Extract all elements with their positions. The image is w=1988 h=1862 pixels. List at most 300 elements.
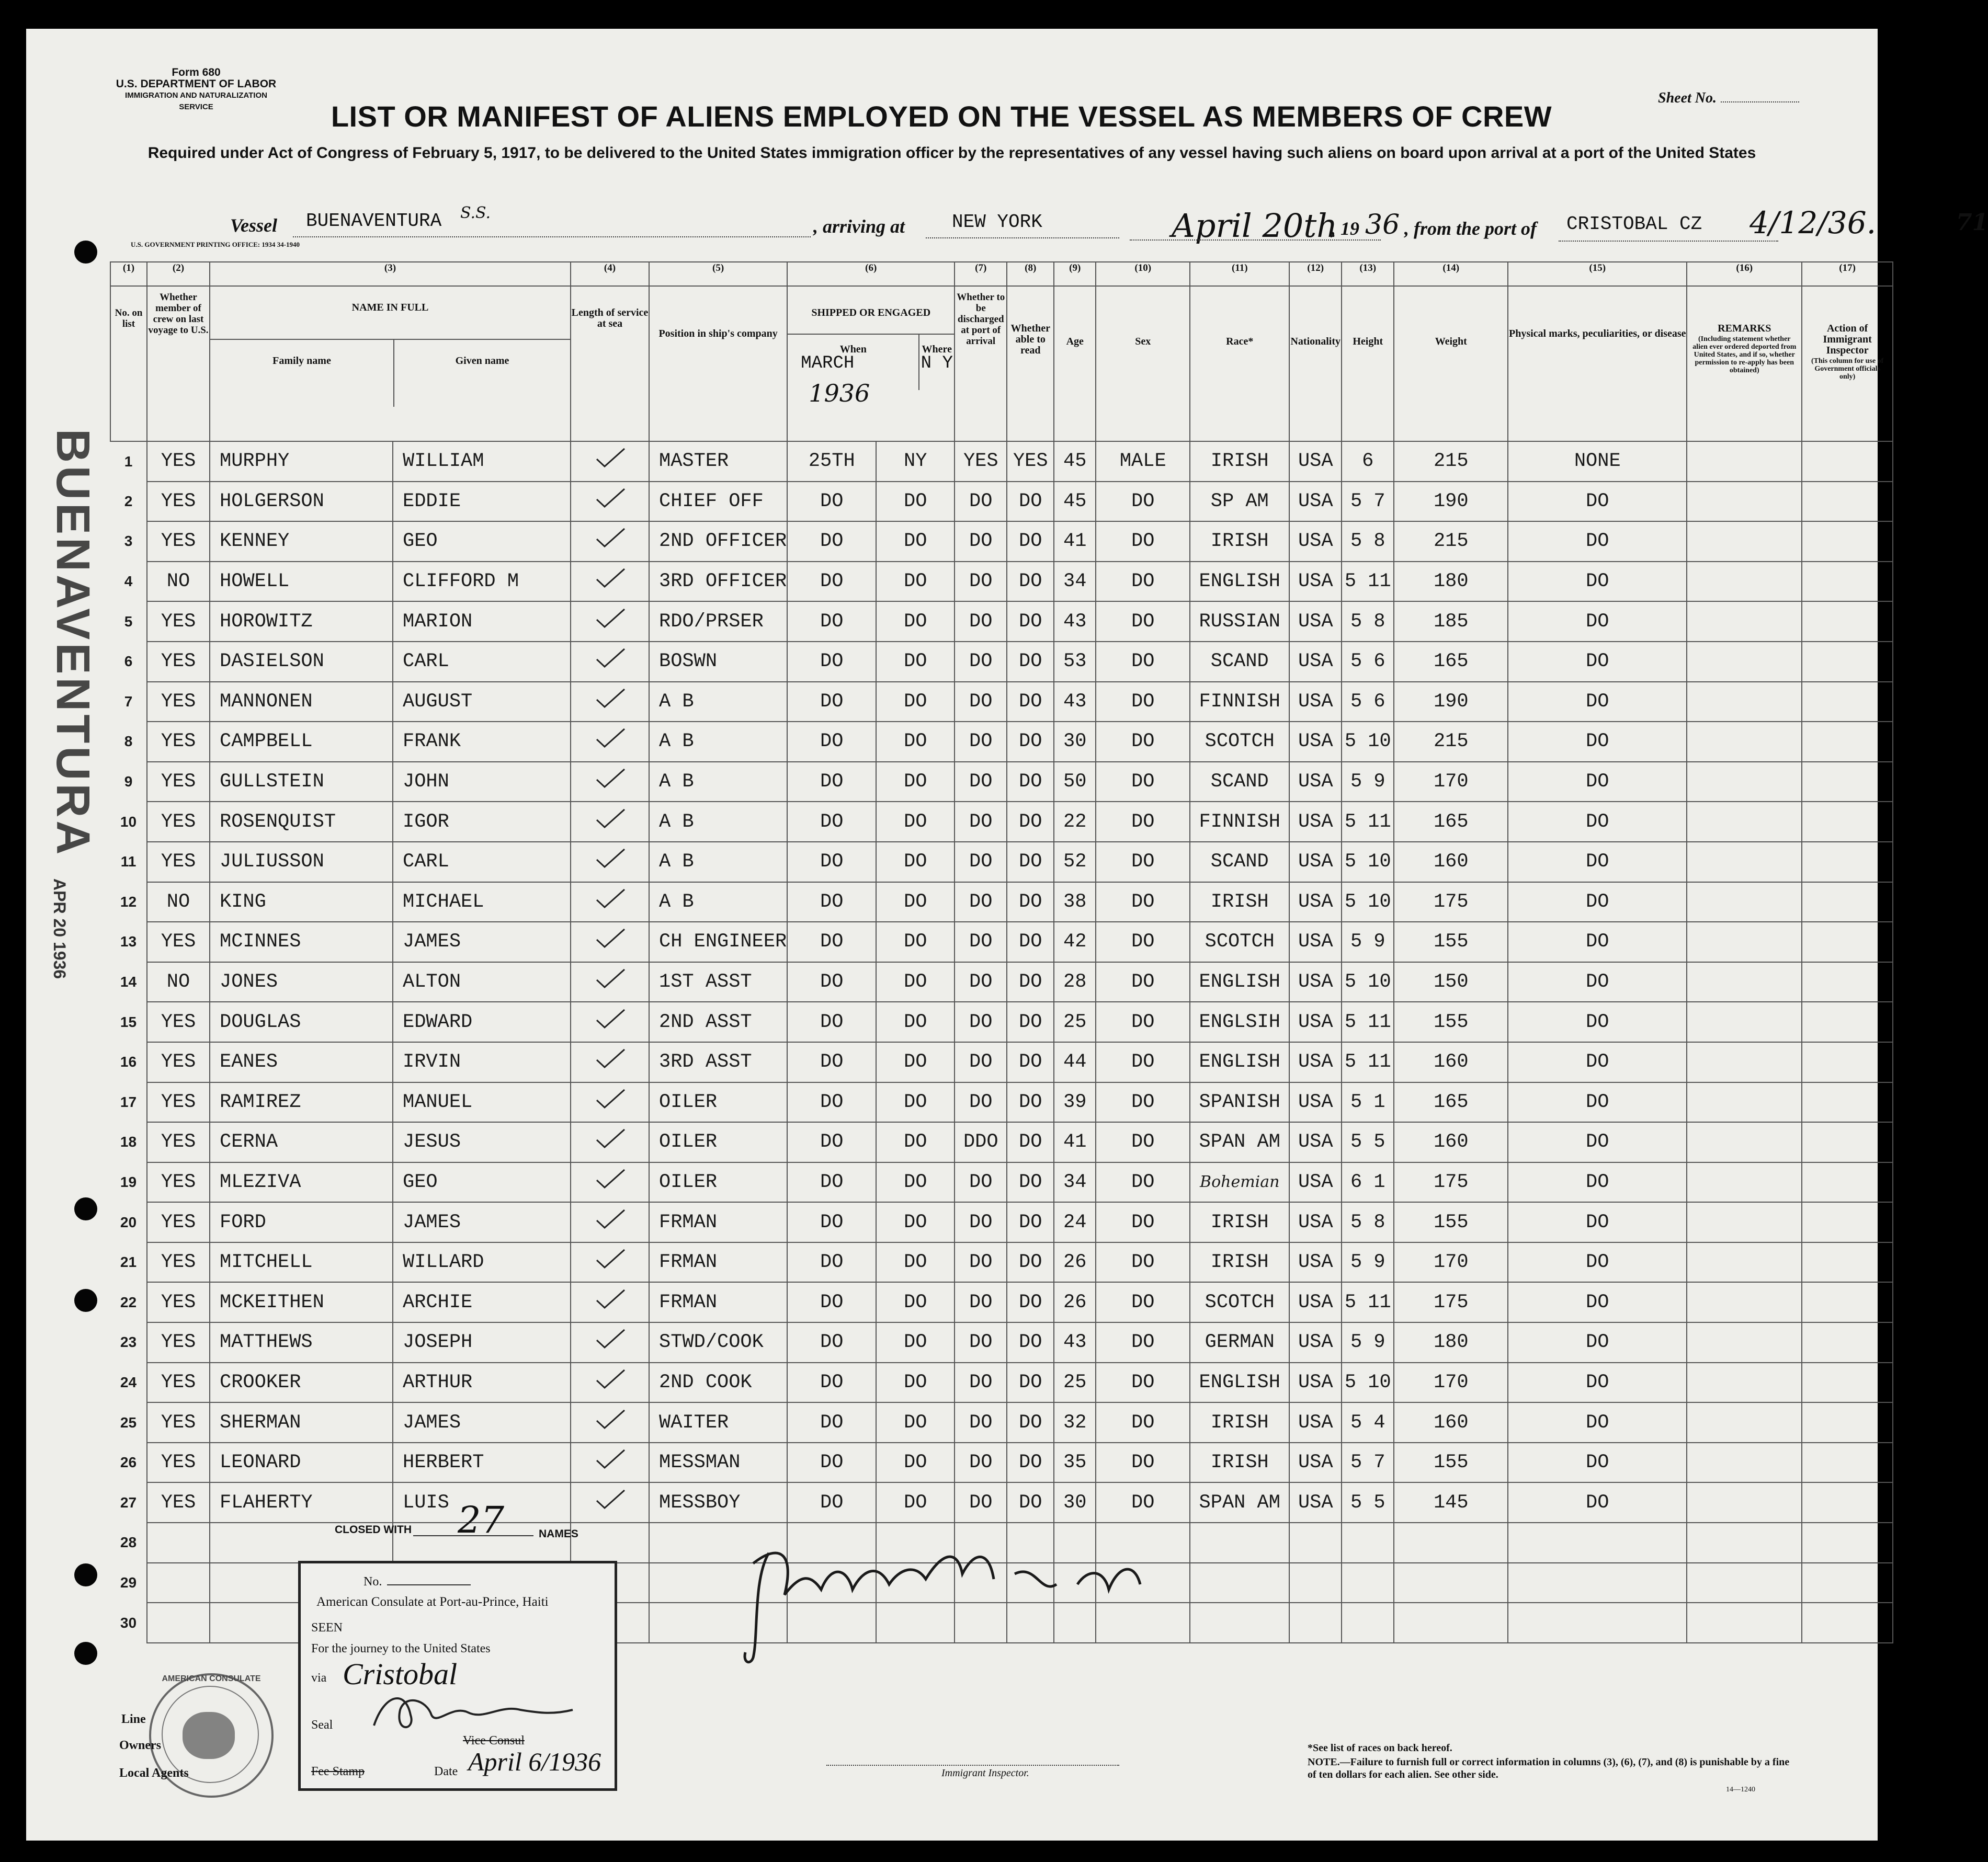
physical-marks-cell: DO (1508, 1162, 1687, 1203)
discharged-cell: DO (955, 1162, 1007, 1203)
row-number: 6 (124, 653, 133, 670)
row-number: 24 (120, 1374, 137, 1390)
sex-cell: DO (1096, 1242, 1190, 1283)
table-row (110, 482, 1893, 522)
action-cell (1802, 882, 1893, 922)
checkmark-icon (594, 648, 626, 669)
service-check-cell (571, 882, 649, 922)
position-cell: A B (649, 722, 787, 762)
given-name-cell: JOHN (393, 762, 571, 802)
height-cell: 5 1 (1342, 1082, 1394, 1123)
col-num: (16) (1687, 262, 1802, 286)
col-num: (8) (1007, 262, 1054, 286)
remarks-cell (1687, 1082, 1802, 1123)
nationality-cell: USA (1289, 1363, 1342, 1403)
action-cell (1802, 1122, 1893, 1162)
last-voyage-cell: YES (147, 642, 210, 682)
row-number: 30 (120, 1614, 137, 1631)
nationality-cell: USA (1289, 1122, 1342, 1162)
stamp-via-value: Cristobal (343, 1657, 458, 1691)
from-port-label: , from the port of (1404, 218, 1537, 239)
row-number: 17 (120, 1093, 137, 1110)
position-cell: FRMAN (649, 1282, 787, 1322)
last-voyage-cell: YES (147, 1322, 210, 1363)
physical-marks-cell (1508, 1603, 1687, 1643)
service-check-cell (571, 1443, 649, 1483)
nationality-cell (1289, 1523, 1342, 1563)
checkmark-icon (594, 1009, 626, 1030)
discharged-cell: YES (955, 441, 1007, 482)
shipped-when-cell: DO (787, 1482, 876, 1523)
service-check-cell (571, 722, 649, 762)
age-cell: 53 (1054, 642, 1096, 682)
weight-cell: 170 (1394, 762, 1508, 802)
discharged-cell: DO (955, 1002, 1007, 1042)
height-cell: 5 11 (1342, 562, 1394, 602)
service-check-cell (571, 1282, 649, 1322)
checkmark-icon (594, 688, 626, 709)
shipped-where-cell: DO (876, 1082, 955, 1123)
shipped-label: SHIPPED OR ENGAGED (788, 287, 954, 335)
last-voyage-cell: YES (147, 842, 210, 882)
action-cell (1802, 1082, 1893, 1123)
row-number: 23 (120, 1334, 137, 1351)
height-cell: 5 10 (1342, 842, 1394, 882)
race-cell: ENGLSIH (1190, 1002, 1289, 1042)
given-name-cell: WILLIAM (393, 441, 571, 482)
names-label: NAMES (539, 1528, 578, 1540)
table-row (110, 1242, 1893, 1283)
weight-cell: 215 (1394, 441, 1508, 482)
height-cell: 5 11 (1342, 1002, 1394, 1042)
checkmark-icon (594, 528, 626, 549)
nationality-cell: USA (1289, 962, 1342, 1002)
header-no-on-list: No. on list (110, 286, 147, 441)
shipped-where-cell: DO (876, 682, 955, 722)
stamp-consulate: American Consulate at Port-au-Prince, Haiti (316, 1595, 549, 1609)
remarks-cell (1687, 842, 1802, 882)
weight-cell: 160 (1394, 842, 1508, 882)
height-cell (1342, 1603, 1394, 1643)
last-voyage-cell: YES (147, 762, 210, 802)
position-cell: 3RD OFFICER (649, 562, 787, 602)
physical-marks-cell: DO (1508, 1443, 1687, 1483)
position-cell: CHIEF OFF (649, 482, 787, 522)
checkmark-icon (594, 1369, 626, 1390)
nationality-cell: USA (1289, 682, 1342, 722)
able-to-read-cell: DO (1007, 682, 1054, 722)
last-voyage-cell (147, 1523, 210, 1563)
family-name-cell: CAMPBELL (210, 722, 393, 762)
shipped-when-cell: DO (787, 482, 876, 522)
sex-cell: DO (1096, 1443, 1190, 1483)
remarks-cell (1687, 802, 1802, 842)
discharged-cell: DO (955, 1082, 1007, 1123)
nationality-cell: USA (1289, 1443, 1342, 1483)
given-name-cell: MANUEL (393, 1082, 571, 1123)
checkmark-icon (594, 1489, 626, 1510)
remarks-cell (1687, 722, 1802, 762)
service-check-cell (571, 1523, 649, 1563)
weight-cell: 175 (1394, 1282, 1508, 1322)
shipped-where-cell: DO (876, 1282, 955, 1322)
family-name-cell: MCINNES (210, 922, 393, 962)
position-cell: A B (649, 762, 787, 802)
action-cell (1802, 802, 1893, 842)
checkmark-icon (594, 1249, 626, 1270)
physical-marks-cell: DO (1508, 882, 1687, 922)
given-name-cell: CARL (393, 642, 571, 682)
inspector-signature (722, 1532, 1192, 1668)
shipped-where-cell: DO (876, 1242, 955, 1283)
discharged-cell: DO (955, 1363, 1007, 1403)
last-voyage-cell: YES (147, 1242, 210, 1283)
action-cell (1802, 1322, 1893, 1363)
sex-cell: DO (1096, 1322, 1190, 1363)
last-voyage-cell: YES (147, 802, 210, 842)
col-num: (1) (110, 262, 147, 286)
table-row (110, 722, 1893, 762)
able-to-read-cell: DO (1007, 601, 1054, 642)
shipped-where-cell: DO (876, 562, 955, 602)
shipped-where-cell: DO (876, 962, 955, 1002)
discharged-cell: DO (955, 1443, 1007, 1483)
remarks-cell (1687, 922, 1802, 962)
given-name-cell: EDDIE (393, 482, 571, 522)
where-value: N Y (921, 353, 953, 373)
discharged-cell: DO (955, 521, 1007, 562)
remarks-cell (1687, 1322, 1802, 1363)
shipped-where-cell: DO (876, 601, 955, 642)
department: U.S. DEPARTMENT OF LABOR (116, 78, 277, 90)
shipped-where-cell: DO (876, 722, 955, 762)
sex-cell: DO (1096, 1002, 1190, 1042)
service-check-cell (571, 842, 649, 882)
table-row (110, 842, 1893, 882)
age-cell: 30 (1054, 1482, 1096, 1523)
last-voyage-cell (147, 1603, 210, 1643)
row-number: 19 (120, 1173, 137, 1190)
stamp-date-value: April 6/1936 (468, 1747, 601, 1776)
height-cell: 5 5 (1342, 1122, 1394, 1162)
nationality-cell: USA (1289, 722, 1342, 762)
shipped-where-cell: DO (876, 922, 955, 962)
position-cell: MASTER (649, 441, 787, 482)
weight-cell: 155 (1394, 922, 1508, 962)
shipped-where-cell: DO (876, 1322, 955, 1363)
sex-cell: DO (1096, 1122, 1190, 1162)
shipped-where-cell: DO (876, 1482, 955, 1523)
race-cell: Bohemian (1190, 1162, 1289, 1203)
discharged-cell: DO (955, 682, 1007, 722)
shipped-when-cell: DO (787, 1363, 876, 1403)
shipped-when-cell: DO (787, 1122, 876, 1162)
header-race: Race* (1190, 286, 1289, 441)
shipped-when-cell: DO (787, 1082, 876, 1123)
race-cell: FINNISH (1190, 682, 1289, 722)
service-check-cell (571, 1242, 649, 1283)
table-row (110, 962, 1893, 1002)
table-row (110, 1122, 1893, 1162)
shipped-when-cell: DO (787, 601, 876, 642)
footer-race-note: *See list of races on back hereof. (1308, 1742, 1452, 1754)
weight-cell: 155 (1394, 1443, 1508, 1483)
form-number: Form 680 (172, 66, 221, 78)
row-number: 5 (124, 613, 133, 630)
height-cell: 5 11 (1342, 1042, 1394, 1082)
last-voyage-cell: NO (147, 882, 210, 922)
remarks-cell (1687, 562, 1802, 602)
able-to-read-cell: DO (1007, 1122, 1054, 1162)
remarks-cell (1687, 521, 1802, 562)
sex-cell: DO (1096, 802, 1190, 842)
shipped-where-cell: DO (876, 642, 955, 682)
position-cell: OILER (649, 1162, 787, 1203)
header-remarks (1687, 286, 1802, 441)
sheet-number-label: Sheet No. (1658, 90, 1799, 107)
physical-marks-cell: DO (1508, 562, 1687, 602)
nationality-cell: USA (1289, 1042, 1342, 1082)
age-cell: 34 (1054, 562, 1096, 602)
action-cell (1802, 682, 1893, 722)
family-name-cell: HOLGERSON (210, 482, 393, 522)
race-cell: SCOTCH (1190, 722, 1289, 762)
service-check-cell (571, 482, 649, 522)
last-voyage-cell: YES (147, 1402, 210, 1443)
action-cell (1802, 1443, 1893, 1483)
weight-cell: 170 (1394, 1242, 1508, 1283)
able-to-read-cell: DO (1007, 1402, 1054, 1443)
footer-immigrant-inspector: Immigrant Inspector. (941, 1767, 1029, 1779)
age-cell: 34 (1054, 1162, 1096, 1203)
nationality-cell (1289, 1563, 1342, 1603)
service-check-cell (571, 1363, 649, 1403)
last-voyage-cell: YES (147, 922, 210, 962)
sex-cell: DO (1096, 882, 1190, 922)
family-name-cell: ROSENQUIST (210, 802, 393, 842)
race-cell: IRISH (1190, 1402, 1289, 1443)
physical-marks-cell: DO (1508, 1042, 1687, 1082)
table-row (110, 1363, 1893, 1403)
nationality-cell: USA (1289, 1402, 1342, 1443)
weight-cell: 150 (1394, 962, 1508, 1002)
last-voyage-cell: YES (147, 521, 210, 562)
shipped-when-cell: DO (787, 682, 876, 722)
race-cell: SPANISH (1190, 1082, 1289, 1123)
age-cell: 32 (1054, 1402, 1096, 1443)
weight-cell (1394, 1523, 1508, 1563)
physical-marks-cell (1508, 1523, 1687, 1563)
position-cell: BOSWN (649, 642, 787, 682)
table-row (110, 441, 1893, 482)
family-name-cell: JULIUSSON (210, 842, 393, 882)
position-cell: 3RD ASST (649, 1042, 787, 1082)
race-cell: ENGLISH (1190, 1363, 1289, 1403)
family-name-cell: FORD (210, 1202, 393, 1242)
vessel-line (230, 204, 1988, 246)
nationality-cell: USA (1289, 1162, 1342, 1203)
footer-note: NOTE.—Failure to furnish full or correct information in columns (3), (6), (7), and (8) is punishable by a fine of ten dollars for each alien. See other side. (1308, 1756, 1790, 1780)
action-cell (1802, 1563, 1893, 1603)
weight-cell: 160 (1394, 1042, 1508, 1082)
physical-marks-cell: NONE (1508, 441, 1687, 482)
position-cell: FRMAN (649, 1202, 787, 1242)
discharged-cell: DO (955, 962, 1007, 1002)
physical-marks-cell: DO (1508, 802, 1687, 842)
physical-marks-cell: DO (1508, 962, 1687, 1002)
page-title: LIST OR MANIFEST OF ALIENS EMPLOYED ON THE VESSEL AS MEMBERS OF CREW (331, 100, 1552, 133)
shipped-when-cell: DO (787, 882, 876, 922)
height-cell: 5 9 (1342, 762, 1394, 802)
action-cell (1802, 1242, 1893, 1283)
col-num: (7) (955, 262, 1007, 286)
family-name-cell: KING (210, 882, 393, 922)
row-number: 10 (120, 813, 137, 830)
physical-marks-cell: DO (1508, 1082, 1687, 1123)
last-voyage-cell: YES (147, 1122, 210, 1162)
physical-marks-cell: DO (1508, 521, 1687, 562)
height-cell: 5 11 (1342, 802, 1394, 842)
race-cell: IRISH (1190, 1202, 1289, 1242)
last-voyage-cell: YES (147, 1082, 210, 1123)
stamp-seal: Seal (311, 1718, 333, 1732)
action-cell (1802, 1402, 1893, 1443)
checkmark-icon (594, 968, 626, 989)
height-cell: 5 8 (1342, 1202, 1394, 1242)
punch-hole (74, 1642, 97, 1665)
age-cell: 43 (1054, 601, 1096, 642)
action-cell (1802, 722, 1893, 762)
weight-cell: 215 (1394, 521, 1508, 562)
height-cell: 5 7 (1342, 482, 1394, 522)
nationality-cell: USA (1289, 642, 1342, 682)
row-number: 11 (120, 853, 137, 870)
service-check-cell (571, 1162, 649, 1203)
row-number: 12 (120, 893, 137, 910)
physical-marks-cell: DO (1508, 722, 1687, 762)
physical-marks-cell: DO (1508, 762, 1687, 802)
weight-cell: 155 (1394, 1202, 1508, 1242)
race-cell: IRISH (1190, 521, 1289, 562)
shipped-when-cell: DO (787, 962, 876, 1002)
given-name-cell: GEO (393, 521, 571, 562)
shipped-when-cell: DO (787, 1402, 876, 1443)
shipped-where-cell: DO (876, 1122, 955, 1162)
remarks-cell (1687, 882, 1802, 922)
service-check-cell (571, 562, 649, 602)
given-name-cell: JAMES (393, 922, 571, 962)
family-name-cell: KENNEY (210, 521, 393, 562)
discharged-cell: DO (955, 1282, 1007, 1322)
sex-cell: DO (1096, 562, 1190, 602)
family-name-cell: MITCHELL (210, 1242, 393, 1283)
age-cell: 52 (1054, 842, 1096, 882)
table-row (110, 1162, 1893, 1203)
height-cell: 5 10 (1342, 962, 1394, 1002)
row-number: 16 (120, 1054, 137, 1070)
family-name-cell: MURPHY (210, 441, 393, 482)
row-number: 28 (120, 1534, 137, 1551)
age-cell: 50 (1054, 762, 1096, 802)
physical-marks-cell: DO (1508, 842, 1687, 882)
side-date-stamp: APR 20 1936 (50, 878, 69, 979)
shipped-when-cell: DO (787, 762, 876, 802)
seal-text: AMERICAN CONSULATE (162, 1674, 261, 1683)
shipped-where-cell: DO (876, 1202, 955, 1242)
age-cell: 24 (1054, 1202, 1096, 1242)
race-cell: SPAN AM (1190, 1482, 1289, 1523)
remarks-cell (1687, 1523, 1802, 1563)
row-number: 15 (120, 1013, 137, 1030)
given-name-cell: CLIFFORD M (393, 562, 571, 602)
race-cell (1190, 1523, 1289, 1563)
family-name-cell: GULLSTEIN (210, 762, 393, 802)
discharged-cell: DO (955, 1242, 1007, 1283)
remarks-cell (1687, 682, 1802, 722)
header-sex: Sex (1096, 286, 1190, 441)
last-voyage-cell: YES (147, 601, 210, 642)
able-to-read-cell: DO (1007, 1162, 1054, 1203)
service-check-cell (571, 1122, 649, 1162)
crew-rows (110, 441, 1893, 1643)
row-number: 14 (120, 974, 137, 990)
age-cell: 41 (1054, 521, 1096, 562)
physical-marks-cell: DO (1508, 642, 1687, 682)
service-check-cell (571, 441, 649, 482)
race-cell: IRISH (1190, 1443, 1289, 1483)
remarks-cell (1687, 1002, 1802, 1042)
remarks-cell (1687, 482, 1802, 522)
remarks-cell (1687, 1482, 1802, 1523)
physical-marks-cell: DO (1508, 1122, 1687, 1162)
nationality-cell: USA (1289, 521, 1342, 562)
shipped-where-cell: DO (876, 882, 955, 922)
physical-marks-cell: DO (1508, 922, 1687, 962)
given-name-cell: JAMES (393, 1202, 571, 1242)
checkmark-icon (594, 728, 626, 749)
row-number: 2 (124, 493, 133, 509)
sex-cell: DO (1096, 1282, 1190, 1322)
race-cell: FINNISH (1190, 802, 1289, 842)
sex-cell: DO (1096, 762, 1190, 802)
stamp-no: No. (363, 1575, 471, 1589)
weight-cell: 155 (1394, 1002, 1508, 1042)
year-prefix: , 19 (1331, 218, 1359, 239)
sex-cell: DO (1096, 521, 1190, 562)
sex-cell: DO (1096, 1482, 1190, 1523)
when-label: When (839, 344, 867, 355)
consulate-stamp (298, 1561, 617, 1791)
given-name-cell: IGOR (393, 802, 571, 842)
able-to-read-cell: DO (1007, 1082, 1054, 1123)
weight-cell: 215 (1394, 722, 1508, 762)
discharged-cell: DO (955, 842, 1007, 882)
punch-hole (74, 1563, 97, 1586)
shipped-when-cell: DO (787, 1162, 876, 1203)
height-cell: 5 10 (1342, 722, 1394, 762)
when-value: MARCH (801, 353, 855, 373)
nationality-cell: USA (1289, 1082, 1342, 1123)
physical-marks-cell: DO (1508, 1202, 1687, 1242)
position-cell: OILER (649, 1122, 787, 1162)
row-number: 21 (120, 1254, 137, 1271)
discharged-cell: DO (955, 762, 1007, 802)
last-voyage-cell: YES (147, 1042, 210, 1082)
row-number: 20 (120, 1214, 137, 1230)
able-to-read-cell: DO (1007, 962, 1054, 1002)
sex-cell: DO (1096, 1402, 1190, 1443)
year-handwritten: 1936 (809, 379, 870, 407)
